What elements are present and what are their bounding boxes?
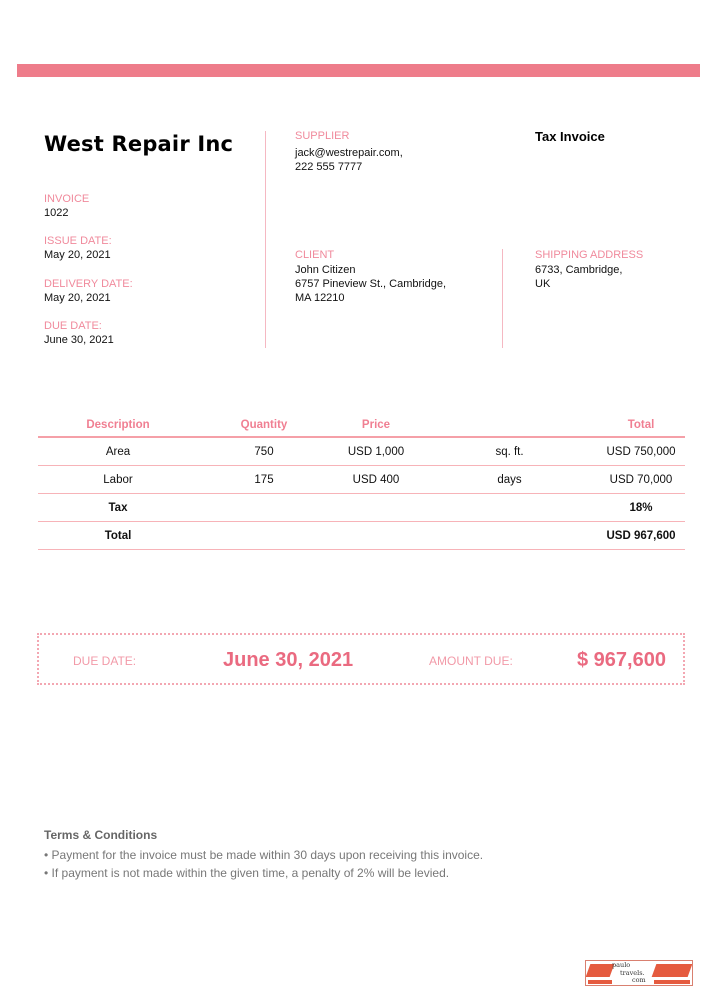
column-header-total: Total (597, 414, 685, 437)
logo-stripe-icon (586, 964, 615, 977)
document-type: Tax Invoice (535, 129, 605, 144)
table-row (38, 466, 685, 494)
watermark-logo (585, 960, 693, 986)
supplier-phone: 222 555 7777 (295, 161, 363, 173)
divider-vertical-right (502, 249, 503, 348)
cell-price (330, 494, 422, 522)
table-row (38, 522, 685, 550)
client-name: John Citizen (295, 264, 356, 276)
cell-unit: days (422, 466, 597, 494)
divider-vertical-left (265, 131, 266, 348)
header-accent-bar (17, 64, 700, 77)
cell-total: USD 70,000 (597, 466, 685, 494)
cell-price (330, 522, 422, 550)
logo-stripe-icon (654, 980, 690, 984)
column-header-unit (422, 414, 597, 437)
cell-description: Area (38, 437, 198, 466)
cell-total: 18% (597, 494, 685, 522)
cell-description: Total (38, 522, 198, 550)
cell-quantity: 175 (198, 466, 330, 494)
column-header-quantity: Quantity (198, 414, 330, 437)
cell-price: USD 400 (330, 466, 422, 494)
logo-stripe-icon (588, 980, 612, 984)
cell-quantity (198, 522, 330, 550)
line-items-table (38, 414, 685, 550)
logo-text-line2: travels. (620, 968, 645, 977)
table-row (38, 437, 685, 466)
due-box-amount-label: AMOUNT DUE: (429, 654, 513, 668)
logo-text-line3: com (632, 976, 646, 984)
supplier-email: jack@westrepair.com, (295, 147, 403, 159)
client-label: CLIENT (295, 249, 335, 261)
due-date: June 30, 2021 (44, 334, 114, 346)
supplier-label: SUPPLIER (295, 130, 350, 142)
terms-item: • Payment for the invoice must be made within 30 days upon receiving this invoice. (44, 848, 484, 862)
due-box-amount: $ 967,600 (577, 649, 666, 671)
due-date-label: DUE DATE: (44, 320, 102, 332)
due-box-date: June 30, 2021 (223, 649, 354, 671)
delivery-date-label: DELIVERY DATE: (44, 278, 133, 290)
terms-title: Terms & Conditions (44, 828, 158, 842)
logo-text-line1: paulo (612, 961, 631, 969)
shipping-label: SHIPPING ADDRESS (535, 249, 644, 261)
cell-total: USD 750,000 (597, 437, 685, 466)
cell-description: Tax (38, 494, 198, 522)
logo-stripe-icon (652, 964, 693, 977)
table-header-row (38, 414, 685, 437)
cell-price: USD 1,000 (330, 437, 422, 466)
cell-unit (422, 522, 597, 550)
logo-text (612, 962, 646, 985)
cell-quantity: 750 (198, 437, 330, 466)
cell-quantity (198, 494, 330, 522)
invoice-label: INVOICE (44, 193, 90, 205)
issue-date-label: ISSUE DATE: (44, 235, 112, 247)
company-name: West Repair Inc (44, 132, 234, 156)
client-address-line2: MA 12210 (295, 292, 345, 304)
delivery-date: May 20, 2021 (44, 292, 111, 304)
column-header-price: Price (330, 414, 422, 437)
amount-due-box (37, 633, 685, 685)
cell-unit: sq. ft. (422, 437, 597, 466)
column-header-description: Description (38, 414, 198, 437)
issue-date: May 20, 2021 (44, 249, 111, 261)
table-row (38, 494, 685, 522)
shipping-address-line1: 6733, Cambridge, (535, 264, 623, 276)
terms-item: • If payment is not made within the given time, a penalty of 2% will be levied. (44, 866, 450, 880)
client-address-line1: 6757 Pineview St., Cambridge, (295, 278, 447, 290)
due-box-date-label: DUE DATE: (73, 654, 137, 668)
shipping-address-line2: UK (535, 278, 551, 290)
cell-total: USD 967,600 (597, 522, 685, 550)
cell-description: Labor (38, 466, 198, 494)
cell-unit (422, 494, 597, 522)
invoice-number: 1022 (44, 207, 69, 219)
